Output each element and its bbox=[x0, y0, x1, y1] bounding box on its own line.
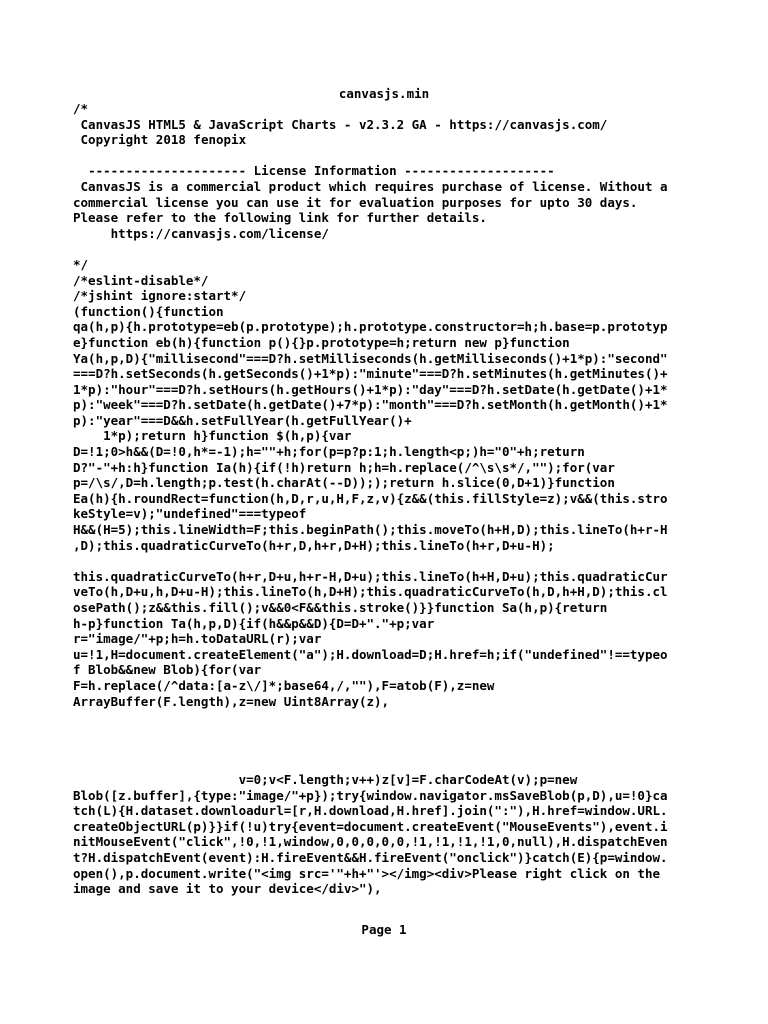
code-block-bottom: v=0;v<F.length;v++)z[v]=F.charCodeAt(v);p=new Blob([z.buffer],{type:"image/"+p});try{window.navigator.msSaveBlob(p,D),u=!0}ca tch(L){H.dataset.downloadurl=[r,H.download,H.href].join(":"),H.href=window.URL. createObjectURL(p)}}if(!u)try{event=document.createEvent("MouseEvents"),event.i nitMouseEvent("click",!0,!1,window,0,0,0,0,0,!1,!1,!1,!1,0,null),H.dispatchEven t?H.dispatchEvent(event):H.fireEvent&&H.fireEvent("onclick")}catch(E){p=window. open(),p.document.write("<img src='"+h+"'></img><div>Please right click on the image and save it to your device</div>"), bbox=[73, 772, 668, 897]
document-title: canvasjs.min bbox=[338, 86, 430, 101]
code-block-top: /* CanvasJS HTML5 & JavaScript Charts - v2.3.2 GA - https://canvasjs.com/ Copyright 2018 fenopix --------------------- License Information -------------------- CanvasJS is a commercial product which requires purchase of license. Without a commercial license you can use it for evaluation purposes for upto 30 days. Please refer to the following link for further details. https://canvasjs.com/license/ */ /*eslint-disable*/ /*jshint ignore:start*/ (function(){function qa(h,p){h.prototype=eb(p.prototype);h.prototype.constructor=h;h.base=p.prototyp e}function eb(h){function p(){}p.prototype=h;return new p}function Ya(h,p,D){"millisecond"===D?h.setMilliseconds(h.getMilliseconds()+1*p):"second" ===D?h.setSeconds(h.getSeconds()+1*p):"minute"===D?h.setMinutes(h.getMinutes()+ 1*p):"hour"===D?h.setHours(h.getHours()+1*p):"day"===D?h.setDate(h.getDate()+1* p):"week"===D?h.setDate(h.getDate()+7*p):"month"===D?h.setMonth(h.getMonth()+1* p):"year"===D&&h.setFullYear(h.getFullYear()+ 1*p);return h}function $(h,p){var D=!1;0>h&&(D=!0,h*=-1);h=""+h;for(p=p?p:1;h.length<p;)h="0"+h;return D?"-"+h:h}function Ia(h){if(!h)return h;h=h.replace(/^\s\s*/,"");for(var p=/\s/,D=h.length;p.test(h.charAt(--D)););return h.slice(0,D+1)}function Ea(h){h.roundRect=function(h,D,r,u,H,F,z,v){z&&(this.fillStyle=z);v&&(this.stro keStyle=v);"undefined"===typeof H&&(H=5);this.lineWidth=F;this.beginPath();this.moveTo(h+H,D);this.lineTo(h+r-H ,D);this.quadraticCurveTo(h+r,D,h+r,D+H);this.lineTo(h+r,D+u-H); this.quadraticCurveTo(h+r,D+u,h+r-H,D+u);this.lineTo(h+H,D+u);this.quadraticCur veTo(h,D+u,h,D+u-H);this.lineTo(h,D+H);this.quadraticCurveTo(h,D,h+H,D);this.cl osePath();z&&this.fill();v&&0<F&&this.stroke()}}function Sa(h,p){return h-p}function Ta(h,p,D){if(h&&p&&D){D=D+"."+p;var r="image/"+p;h=h.toDataURL(r);var u=!1,H=document.createElement("a");H.download=D;H.href=h;if("undefined"!==typeo f Blob&&new Blob){for(var F=h.replace(/^data:[a-z\/]*;base64,/,""),F=atob(F),z=new ArrayBuffer(F.length),z=new Uint8Array(z), bbox=[73, 101, 668, 709]
page-number: Page 1 bbox=[361, 922, 407, 937]
